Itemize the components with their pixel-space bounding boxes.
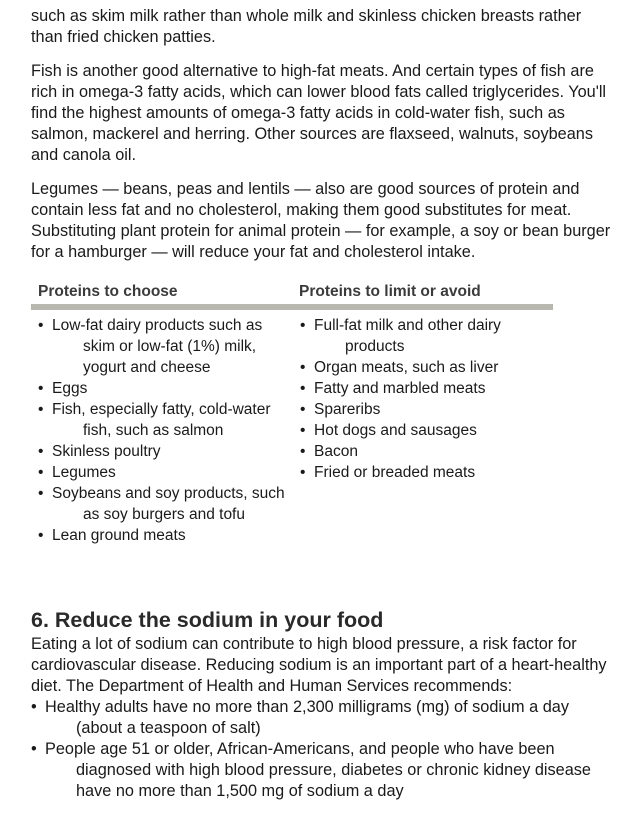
list-item [31,697,611,739]
list-item-text: Lean ground meats [52,527,186,544]
list-item-text: People age 51 or older, African-Americans, and people who have been diagnosed with high blood pressure, diabetes or chronic kidney disease have no more than 1,500 mg of sodium a day [45,740,591,800]
list-item-text: Soybeans and soy products, such as soy burgers and tofu [52,485,285,523]
bullet-icon: • [31,698,37,716]
bullet-icon: • [38,527,44,544]
header-divider [31,304,553,310]
list-item [31,739,611,802]
list-item-text: Eggs [52,380,88,397]
list-item [299,441,553,462]
list-item-text: Spareribs [314,401,381,418]
list-item [299,462,553,483]
list-item-text: Legumes [52,464,116,481]
paragraph-legumes: Legumes — beans, peas and lentils — also are good sources of protein and contain less fat and no cholesterol, making them good substitutes for meat. Substituting plant protein for animal protein — for example, a soy or bean burger for a hamburger — will reduce your fat and cholesterol intake. [31,180,611,261]
list-item [299,357,553,378]
section-reduce-sodium [31,607,611,802]
list-item [299,399,553,420]
sodium-recommendations-list [31,697,611,802]
limit-list [299,315,553,483]
bullet-icon: • [300,380,306,397]
list-item [37,462,287,483]
list-item [37,483,287,525]
bullet-icon: • [31,740,37,758]
limit-column [299,315,553,483]
paragraph-milk-chicken: such as skim milk rather than whole milk and skinless chicken breasts rather than fried chicken patties. [31,7,582,46]
list-item [299,378,553,399]
list-item-text: Healthy adults have no more than 2,300 milligrams (mg) of sodium a day (about a teaspoon of salt) [45,698,569,737]
bullet-icon: • [38,380,44,397]
paragraph-sodium-intro: Eating a lot of sodium can contribute to high blood pressure, a risk factor for cardiovascular disease. Reducing sodium is an important part of a heart-healthy diet. The Department of Health and Human Services recommends: [31,635,607,695]
bullet-icon: • [300,359,306,376]
list-item-text: Fatty and marbled meats [314,380,486,397]
list-item [37,525,287,546]
page-content [31,6,611,544]
header-proteins-to-choose: Proteins to choose [38,283,178,300]
header-proteins-to-limit: Proteins to limit or avoid [299,283,481,300]
bullet-icon: • [38,443,44,460]
list-item [299,315,553,357]
list-item-text: Organ meats, such as liver [314,359,499,376]
list-item-text: Skinless poultry [52,443,161,460]
bullet-icon: • [38,485,44,502]
bullet-icon: • [38,317,44,334]
choose-list [37,315,287,546]
protein-table-header [31,282,553,304]
section-heading: 6. Reduce the sodium in your food [31,608,384,632]
bullet-icon: • [38,401,44,418]
list-item-text: Fried or breaded meats [314,464,476,481]
bullet-icon: • [300,422,306,439]
list-item-text: Full-fat milk and other dairy products [314,317,501,355]
list-item-text: Low-fat dairy products such as skim or low-fat (1%) milk, yogurt and cheese [52,317,263,376]
list-item [37,378,287,399]
choose-column [37,315,287,546]
paragraph-fish: Fish is another good alternative to high-fat meats. And certain types of fish are rich in omega-3 fatty acids, which can lower blood fats called triglycerides. You'll find the highest amounts of omega-3 fatty acids in cold-water fish, such as salmon, mackerel and herring. Other sources are flaxseed, walnuts, soybeans and canola oil. [31,62,607,164]
bullet-icon: • [300,443,306,460]
bullet-icon: • [300,464,306,481]
list-item-text: Fish, especially fatty, cold-water fish, such as salmon [52,401,271,439]
list-item [37,315,287,378]
list-item [37,441,287,462]
bullet-icon: • [300,401,306,418]
list-item-text: Hot dogs and sausages [314,422,477,439]
list-item-text: Bacon [314,443,358,460]
bullet-icon: • [38,464,44,481]
list-item [37,399,287,441]
protein-table [31,282,553,544]
list-item [299,420,553,441]
bullet-icon: • [300,317,306,334]
